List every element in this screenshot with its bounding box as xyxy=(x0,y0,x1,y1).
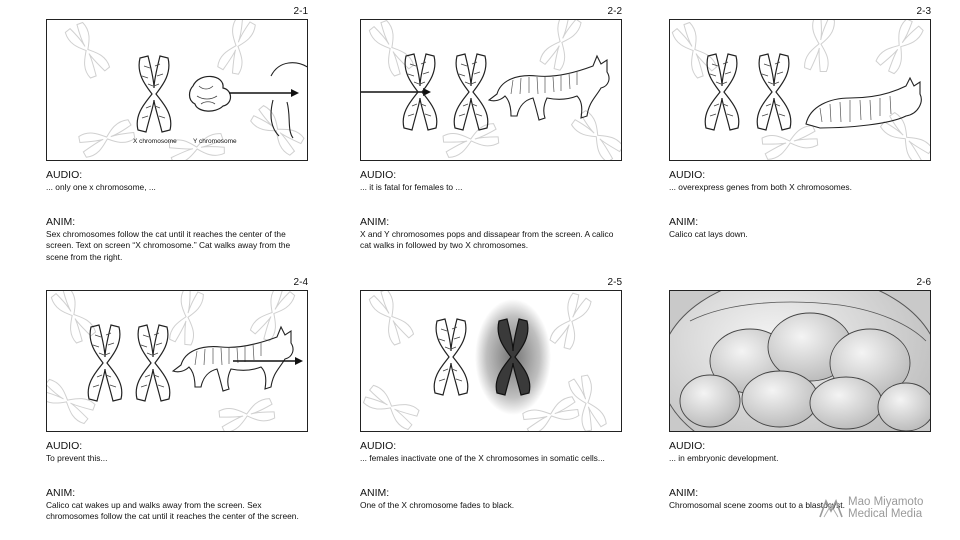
audio-label: AUDIO: xyxy=(360,169,397,181)
panel-illustration xyxy=(361,20,621,160)
audio-label: AUDIO: xyxy=(46,440,83,452)
watermark xyxy=(818,496,923,520)
y-chromosome-label: Y chromosome xyxy=(193,138,237,145)
arrow-right-icon xyxy=(361,88,431,96)
panel-number: 2-6 xyxy=(916,277,931,288)
chromosome-icon xyxy=(190,76,231,111)
cat-icon xyxy=(806,78,921,128)
anim-text: Sex chromosomes follow the cat until it reaches the center of the screen. Text on screen “X chromosome.” Cat walks away from the scene from the right. xyxy=(46,229,291,262)
chromosome-icon xyxy=(705,54,739,130)
panel-number: 2-3 xyxy=(916,6,931,17)
watermark-line2: Medical Media xyxy=(848,508,923,520)
panel-frame xyxy=(360,19,622,161)
anim-label: ANIM: xyxy=(669,487,699,499)
watermark-line1: Mao Miyamoto xyxy=(848,496,924,508)
audio-text: To prevent this... xyxy=(46,453,108,463)
anim-label: ANIM: xyxy=(46,487,76,499)
panel-illustration xyxy=(361,291,621,431)
panel-number: 2-2 xyxy=(607,6,622,17)
panel-frame xyxy=(669,290,931,432)
anim-label: ANIM: xyxy=(360,216,390,228)
audio-text: ... it is fatal for females to ... xyxy=(360,182,463,192)
anim-text: Calico cat lays down. xyxy=(669,229,748,239)
anim-text: Calico cat wakes up and walks away from the screen. Sex chromosomes follow the cat until it reaches the center of the screen. xyxy=(46,500,299,522)
chromosome-icon xyxy=(88,325,122,401)
panel-frame xyxy=(360,290,622,432)
panel-illustration xyxy=(670,20,930,160)
chromosome-icon xyxy=(454,54,488,130)
x-chromosome-label: X chromosome xyxy=(133,138,177,145)
panel-number: 2-1 xyxy=(293,6,308,17)
audio-label: AUDIO: xyxy=(360,440,397,452)
arrow-right-icon xyxy=(233,357,303,365)
anim-label: ANIM: xyxy=(46,216,76,228)
logo-icon xyxy=(818,497,844,519)
panel-illustration xyxy=(47,291,307,431)
cat-icon xyxy=(173,327,293,391)
anim-label: ANIM: xyxy=(360,487,390,499)
panel-frame xyxy=(46,290,308,432)
panel-number: 2-5 xyxy=(607,277,622,288)
audio-text: ... only one x chromosome, ... xyxy=(46,182,156,192)
audio-text: ... overexpress genes from both X chromosomes. xyxy=(669,182,852,192)
chromosome-icon-inactive xyxy=(475,299,551,415)
arrow-right-icon xyxy=(229,89,299,97)
audio-label: AUDIO: xyxy=(46,169,83,181)
chromosome-icon xyxy=(757,54,791,130)
panel-number: 2-4 xyxy=(293,277,308,288)
cat-icon xyxy=(489,56,609,120)
audio-label: AUDIO: xyxy=(669,169,706,181)
anim-label: ANIM: xyxy=(669,216,699,228)
chromosome-icon xyxy=(137,56,171,132)
panel-illustration xyxy=(47,20,307,160)
audio-label: AUDIO: xyxy=(669,440,706,452)
chromosome-icon xyxy=(434,319,468,395)
audio-text: ... in embryonic development. xyxy=(669,453,779,463)
anim-text: Chromosomal scene zooms out to a blastocyst. xyxy=(669,500,845,510)
audio-text: ... females inactivate one of the X chromosomes in somatic cells... xyxy=(360,453,605,463)
panel-frame xyxy=(669,19,931,161)
anim-text: X and Y chromosomes pops and dissapear from the screen. A calico cat walks in followed by two X chromosomes. xyxy=(360,229,614,251)
anim-text: One of the X chromosome fades to black. xyxy=(360,500,515,510)
chromosome-icon xyxy=(136,325,170,401)
blastocyst-illustration xyxy=(670,291,930,431)
panel-frame xyxy=(46,19,308,161)
